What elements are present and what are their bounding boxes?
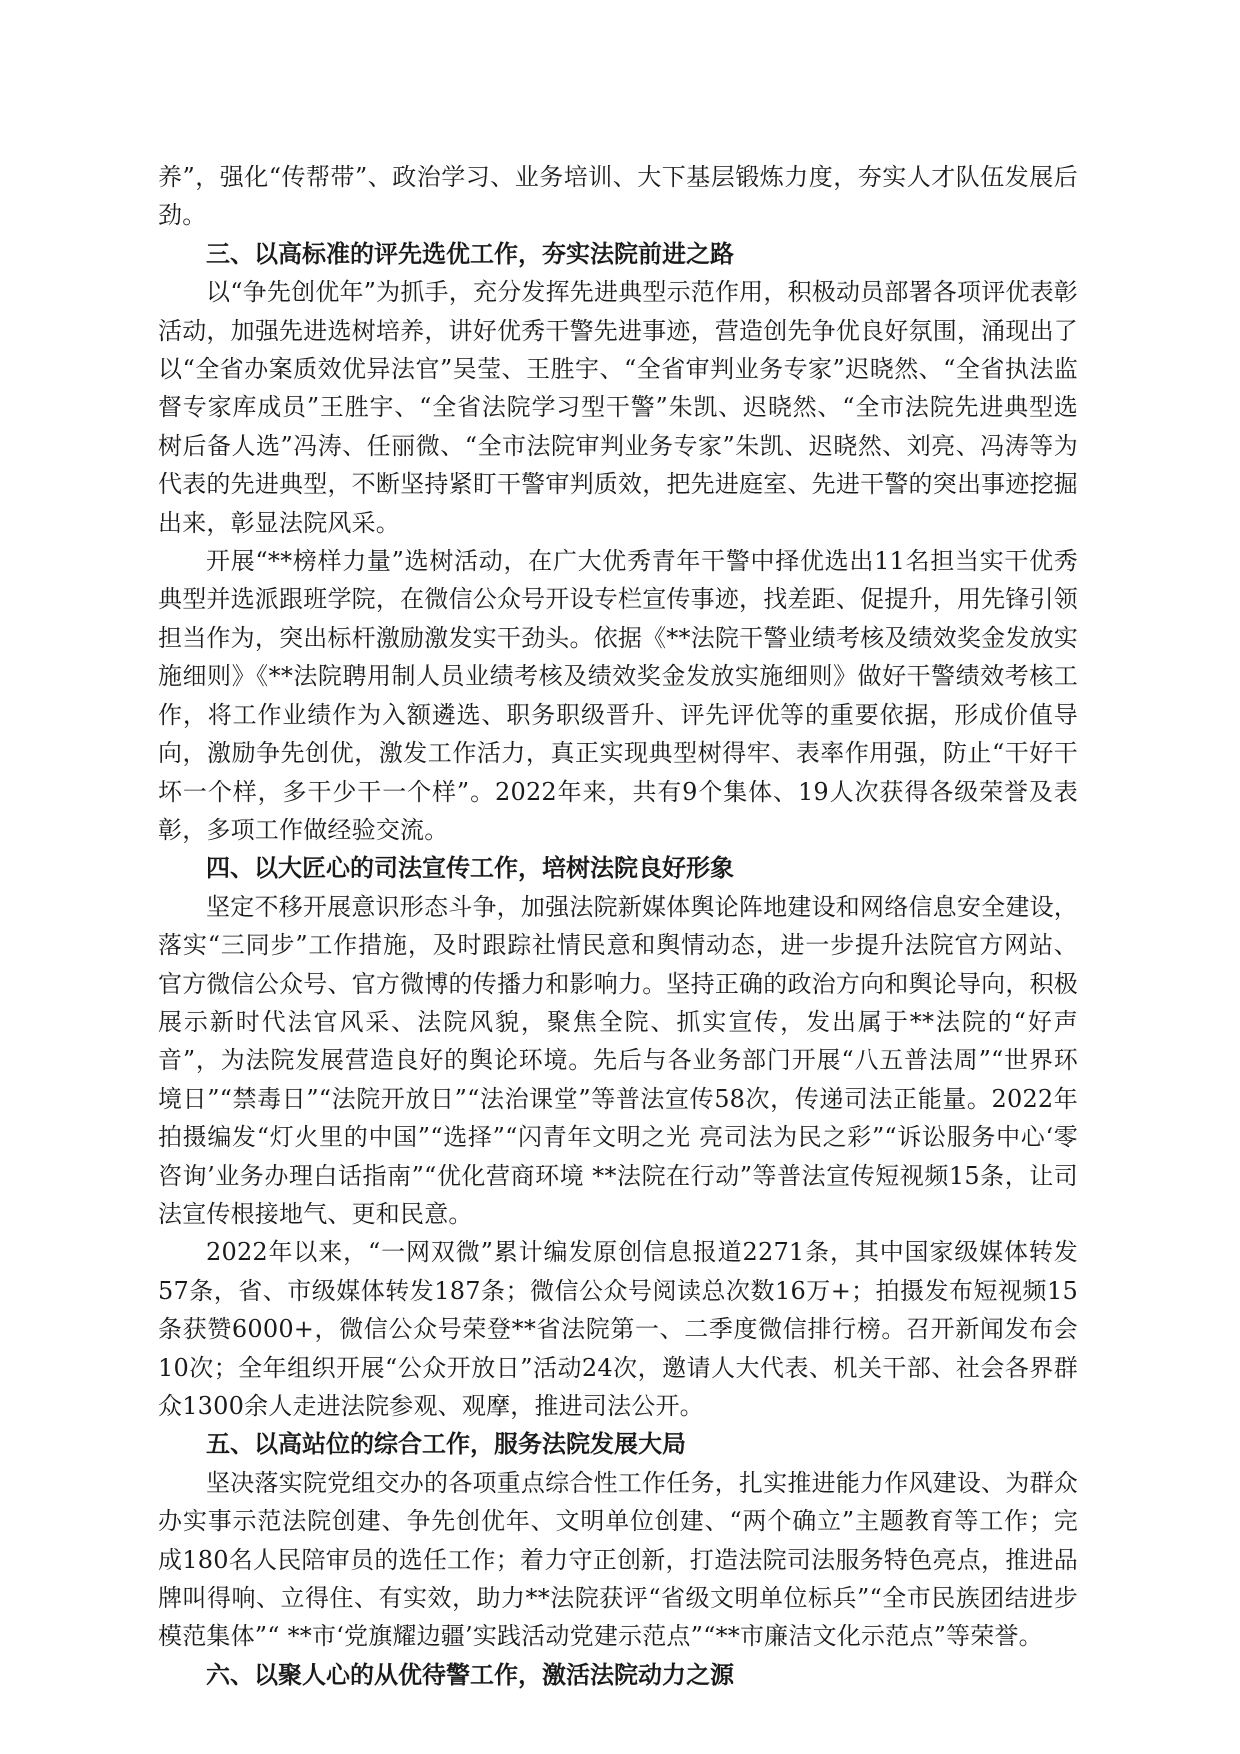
paragraph-comprehensive-work: 坚决落实院党组交办的各项重点综合性工作任务，扎实推进能力作风建设、为群众办实事示范法院创建、争先创优年、文明单位创建、“两个确立”主题教育等工作；完成180名人民陪审员的选任工作；着力守正创新，打造法院司法服务特色亮点，推进品牌叫得响、立得住、有实效，助力**法院获评“省级文明单位标兵”“全市民族团结进步模范集体”“ **市‘党旗耀边疆’实践活动党建示范点”“**市廉洁文化示范点”等荣誉。 bbox=[158, 1468, 1078, 1651]
section-heading-6: 六、以聚人心的从优待警工作，激活法院动力之源 bbox=[206, 1660, 734, 1689]
document-page bbox=[158, 158, 1078, 1694]
paragraph-advanced-models: 以“争先创优年”为抓手，充分发挥先进典型示范作用，积极动员部署各项评优表彰活动，加强先进选树培养，讲好优秀干警先进事迹，营造创先争优良好氛围，涌现出了以“全省办案质效优异法官”吴莹、王胜宇、“全省审判业务专家”迟晓然、“全省执法监督专家库成员”王胜宇、“全省法院学习型干警”朱凯、迟晓然、“全市法院先进典型选树后备人选”冯涛、任丽微、“全市法院审判业务专家”朱凯、迟晓然、刘亮、冯涛等为代表的先进典型，不断坚持紧盯干警审判质效，把先进庭室、先进干警的突出事迹挖掘出来，彰显法院风采。 bbox=[158, 278, 1078, 537]
paragraph-media-statistics: 2022年以来，“一网双微”累计编发原创信息报道2271条，其中国家级媒体转发57条，省、市级媒体转发187条；微信公众号阅读总次数16万+；拍摄发布短视频15条获赞6000+，微信公众号荣登**省法院第一、二季度微信排行榜。召开新闻发布会10次；全年组织开展“公众开放日”活动24次，邀请人大代表、机关干部、社会各界群众1300余人走进法院参观、观摩，推进司法公开。 bbox=[158, 1238, 1078, 1420]
paragraph-talent-cultivation: 养”，强化“传帮带”、政治学习、业务培训、大下基层锻炼力度，夯实人才队伍发展后劲。 bbox=[158, 163, 1078, 230]
paragraph-judicial-publicity: 坚定不移开展意识形态斗争，加强法院新媒体舆论阵地建设和网络信息安全建设，落实“三同步”工作措施，及时跟踪社情民意和舆情动态，进一步提升法院官方网站、官方微信公众号、官方微博的传播力和影响力。坚持正确的政治方向和舆论导向，积极展示新时代法官风采、法院风貌，聚焦全院、抓实宣传，发出属于**法院的“好声音”，为法院发展营造良好的舆论环境。先后与各业务部门开展“八五普法周”“世界环境日”“禁毒日”“法院开放日”“法治课堂”等普法宣传58次，传递司法正能量。2022年拍摄编发“灯火里的中国”“选择”“闪青年文明之光 亮司法为民之彩”“诉讼服务中心‘零咨询’业务办理白话指南”“优化营商环境 **法院在行动”等普法宣传短视频15条，让司法宣传根接地气、更和民意。 bbox=[158, 892, 1078, 1228]
section-heading-3: 三、以高标准的评先选优工作，夯实法院前进之路 bbox=[206, 239, 734, 268]
section-heading-5: 五、以高站位的综合工作，服务法院发展大局 bbox=[206, 1430, 686, 1459]
section-heading-4: 四、以大匠心的司法宣传工作，培树法院良好形象 bbox=[206, 854, 734, 883]
paragraph-role-model-selection: 开展“**榜样力量”选树活动，在广大优秀青年干警中择优选出11名担当实干优秀典型并选派跟班学院，在微信公众号开设专栏宣传事迹，找差距、促提升，用先锋引领担当作为，突出标杆激励激发实干劲头。依据《**法院干警业绩考核及绩效奖金发放实施细则》《**法院聘用制人员业绩考核及绩效奖金发放实施细则》做好干警绩效考核工作，将工作业绩作为入额遴选、职务职级晋升、评先评优等的重要依据，形成价值导向，激励争先创优，激发工作活力，真正实现典型树得牢、表率作用强，防止“干好干坏一个样，多干少干一个样”。2022年来，共有9个集体、19人次获得各级荣誉及表彰，多项工作做经验交流。 bbox=[158, 547, 1078, 844]
